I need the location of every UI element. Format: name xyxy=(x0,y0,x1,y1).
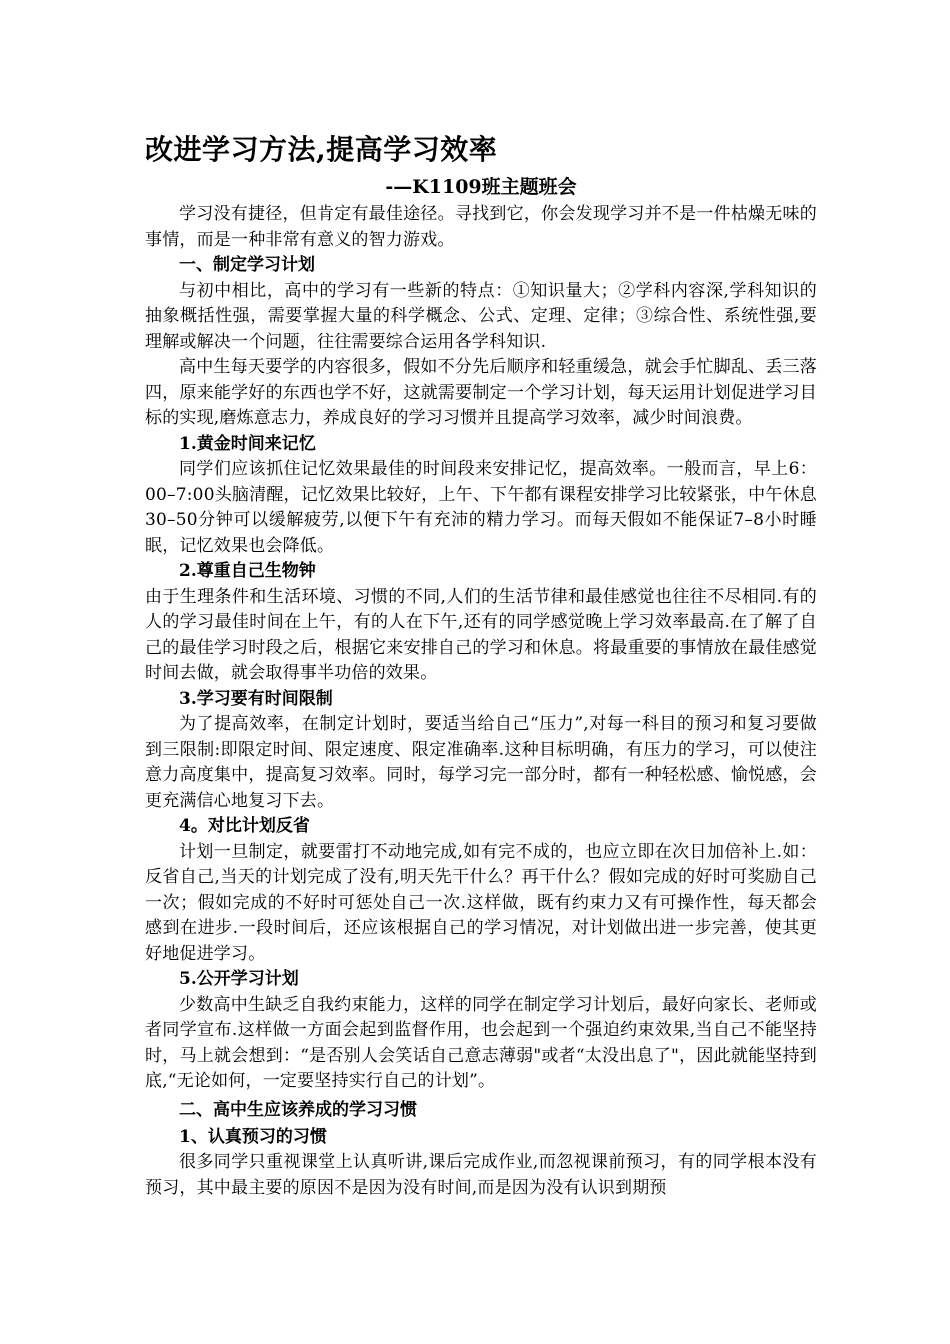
section-heading-plan: 一、制定学习计划 xyxy=(179,255,315,275)
paragraph: 为了提高效率，在制定计划时，要适当给自己“压力”,对每一科目的预习和复习要做到三限制:即限定时间、限定速度、限定准确率.这种目标明确，有压力的学习，可以使注意力高度集中，提高复习效率。同时，每学习完一部分时，都有一种轻松感、愉悦感，会更充满信心地复习下去。 xyxy=(145,714,817,811)
subsection-heading: 5.公开学习计划 xyxy=(179,969,299,989)
intro-paragraph: 学习没有捷径，但肯定有最佳途径。寻找到它，你会发现学习并不是一件枯燥无味的事情，而是一种非常有意义的智力游戏。 xyxy=(145,204,817,250)
paragraph: 少数高中生缺乏自我约束能力，这样的同学在制定学习计划后，最好向家长、老师或者同学宣布.这样做一方面会起到监督作用，也会起到一个强迫约束效果,当自己不能坚持时，马上就会想到：“是否别人会笑话自己意志薄弱"或者“太没出息了"，因此就能坚持到底,“无论如何，一定要坚持实行自己的计划”。 xyxy=(145,994,817,1091)
paragraph: 计划一旦制定，就要雷打不动地完成,如有完不成的，也应立即在次日加倍补上.如：反省自己,当天的计划完成了没有,明天先干什么？再干什么？假如完成的好时可奖励自己一次；假如完成的不好时可惩处自己一次.这样做，既有约束力又有可操作性，每天都会感到在进步.一段时间后，还应该根据自己的学习情况，对计划做出进一步完善，使其更好地促进学习。 xyxy=(145,841,817,964)
paragraph: 由于生理条件和生活环境、习惯的不同,人们的生活节律和最佳感觉也往往不尽相同.有的人的学习最佳时间在上午，有的人在下午,还有的同学感觉晚上学习效率最高.在了解了自己的最佳学习时段之后，根据它来安排自己的学习和休息。将最重要的事情放在最佳感觉时间去做，就会取得事半功倍的效果。 xyxy=(145,586,817,683)
subsection-heading: 1、认真预习的习惯 xyxy=(179,1126,327,1147)
paragraph: 很多同学只重视课堂上认真听讲,课后完成作业,而忽视课前预习，有的同学根本没有预习，其中最主要的原因不是因为没有时间,而是因为没有认识到期预 xyxy=(145,1152,817,1198)
document-page xyxy=(145,128,817,1201)
paragraph: 与初中相比，高中的学习有一些新的特点：①知识量大；②学科内容深,学科知识的抽象概括性强，需要掌握大量的科学概念、公式、定理、定律；③综合性、系统性强,要理解或解决一个问题，往往需要综合运用各学科知识. xyxy=(145,280,817,352)
document-subtitle: -—K1109班主题班会 xyxy=(385,176,577,198)
document-title: 改进学习方法,提高学习效率 xyxy=(145,133,498,166)
paragraph: 同学们应该抓住记忆效果最佳的时间段来安排记忆，提高效率。一般而言，早上6：00–7:00头脑清醒，记忆效果比较好，上午、下午都有课程安排学习比较紧张，中午休息30–50分钟可以缓解疲劳,以便下午有充沛的精力学习。而每天假如不能保证7–8小时睡眠，记忆效果也会降低。 xyxy=(145,459,817,556)
paragraph: 高中生每天要学的内容很多，假如不分先后顺序和轻重缓急，就会手忙脚乱、丢三落四，原来能学好的东西也学不好，这就需要制定一个学习计划，每天运用计划促进学习目标的实现,磨炼意志力，养成良好的学习习惯并且提高学习效率，减少时间浪费。 xyxy=(145,357,817,428)
subsection-heading: 2.尊重自己生物钟 xyxy=(179,561,316,581)
subsection-heading: 3.学习要有时间限制 xyxy=(179,688,333,709)
subsection-heading: 1.黄金时间来记忆 xyxy=(179,433,316,454)
subsection-heading: 4。对比计划反省 xyxy=(179,816,310,836)
section-heading-habits: 二、高中生应该养成的学习习惯 xyxy=(179,1099,417,1120)
